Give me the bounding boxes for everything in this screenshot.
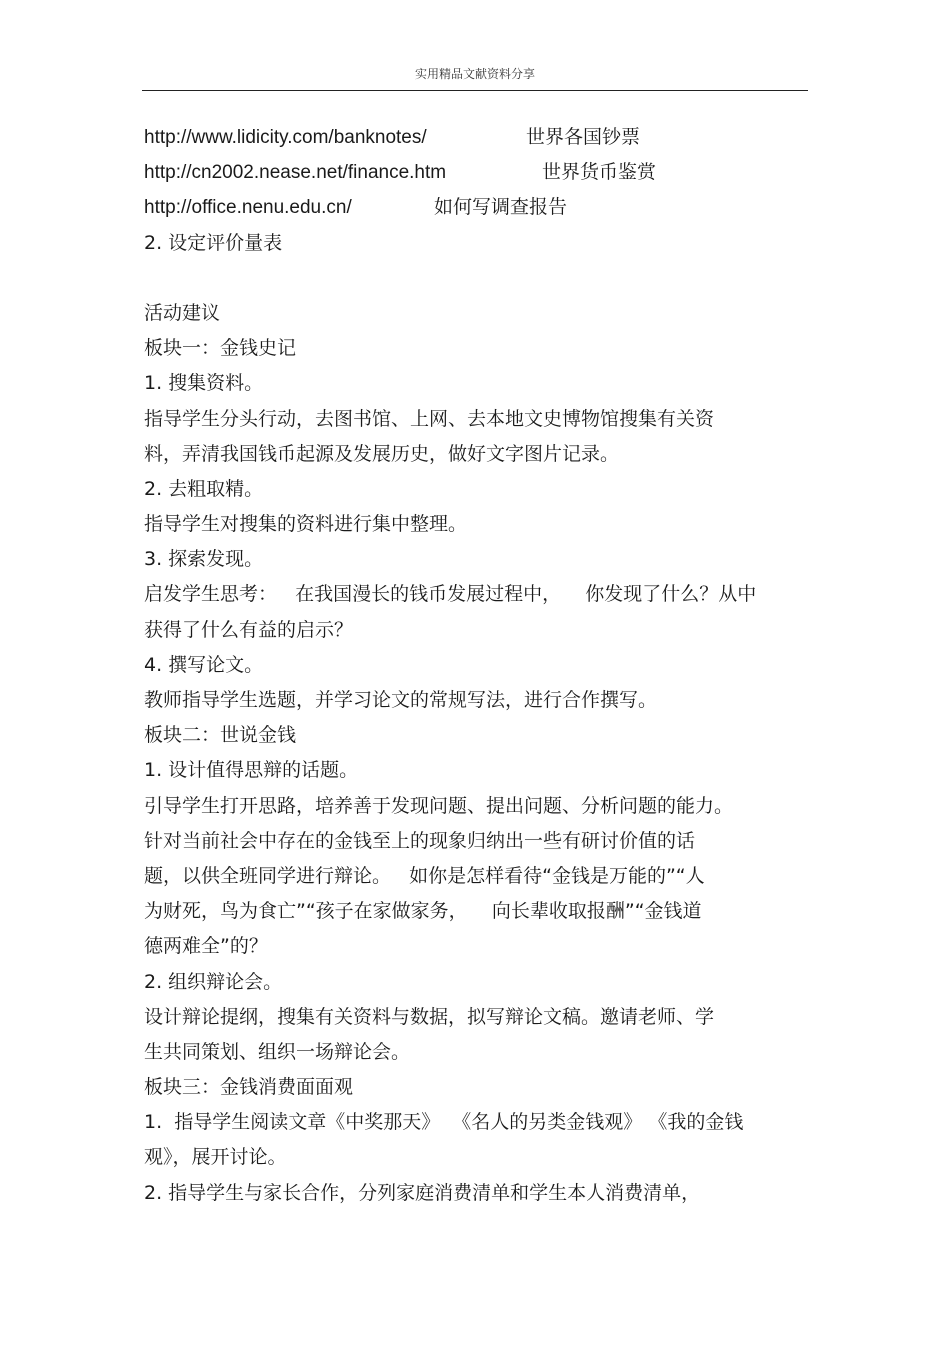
paragraph-line: 观》，展开讨论。 (144, 1146, 287, 1169)
link-description: 如何写调查报告 (434, 196, 568, 219)
paragraph-line: 指导学生对搜集的资料进行集中整理。 (144, 513, 468, 536)
paragraph-line: 德两难全”的？ (144, 935, 268, 958)
step-heading: 2. 组织辩论会。 (144, 970, 283, 993)
section-heading-activity-suggestions: 活动建议 (144, 301, 221, 324)
step-heading: 1. 指导学生阅读文章《中奖那天》 《名人的另类金钱观》 《我的金钱 (144, 1111, 744, 1134)
paragraph-line: 启发学生思考： 在我国漫长的钱币发展过程中， 你发现了什么？从中 (144, 583, 757, 606)
step-heading: 4. 撰写论文。 (144, 653, 264, 676)
paragraph-line: 指导学生分头行动，去图书馆、上网、去本地文史博物馆搜集有关资 (144, 407, 715, 430)
paragraph-line: 为财死，鸟为食亡”“孩子在家做家务， 向长辈收取报酬”“金钱道 (144, 900, 702, 923)
module-heading-3: 板块三：金钱消费面面观 (144, 1076, 354, 1099)
step-heading: 1. 设计值得思辩的话题。 (144, 759, 359, 782)
page-header-title: 实用精品文献资料分享 (414, 67, 535, 81)
paragraph-line: 获得了什么有益的启示？ (144, 618, 354, 641)
document-body (144, 120, 810, 1211)
link-row (144, 190, 810, 225)
step-heading: 2. 指导学生与家长合作，分列家庭消费清单和学生本人消费清单， (144, 1181, 701, 1204)
link-url[interactable]: http://office.nenu.edu.cn/ (144, 197, 352, 219)
blank-line (144, 261, 810, 296)
module-heading-1: 板块一：金钱史记 (144, 337, 297, 360)
paragraph-line: 设计辩论提纲，搜集有关资料与数据，拟写辩论文稿。邀请老师、学 (144, 1005, 715, 1028)
paragraph-line: 题，以供全班同学进行辩论。 如你是怎样看待“金钱是万能的”“人 (144, 864, 705, 887)
step-heading: 2. 去粗取精。 (144, 477, 264, 500)
link-row (144, 120, 810, 155)
header-divider (142, 90, 808, 91)
link-row (144, 155, 810, 190)
list-item-evaluation-form: 2. 设定评价量表 (144, 231, 283, 254)
link-description: 世界各国钞票 (526, 126, 641, 148)
step-heading: 3. 探索发现。 (144, 548, 264, 571)
paragraph-line: 生共同策划、组织一场辩论会。 (144, 1040, 411, 1063)
link-url[interactable]: http://www.lidicity.com/banknotes/ (144, 127, 427, 148)
step-heading: 1. 搜集资料。 (144, 372, 264, 395)
paragraph-line: 引导学生打开思路，培养善于发现问题、提出问题、分析问题的能力。 (144, 794, 734, 817)
paragraph-line: 针对当前社会中存在的金钱至上的现象归纳出一些有研讨价值的话 (144, 829, 696, 852)
paragraph-line: 教师指导学生选题，并学习论文的常规写法，进行合作撰写。 (144, 689, 658, 711)
paragraph-line: 料，弄清我国钱币起源及发展历史，做好文字图片记录。 (144, 442, 620, 465)
link-url[interactable]: http://cn2002.nease.net/finance.htm (144, 162, 447, 184)
link-description: 世界货币鉴赏 (542, 161, 657, 184)
module-heading-2: 板块二：世说金钱 (144, 724, 297, 747)
